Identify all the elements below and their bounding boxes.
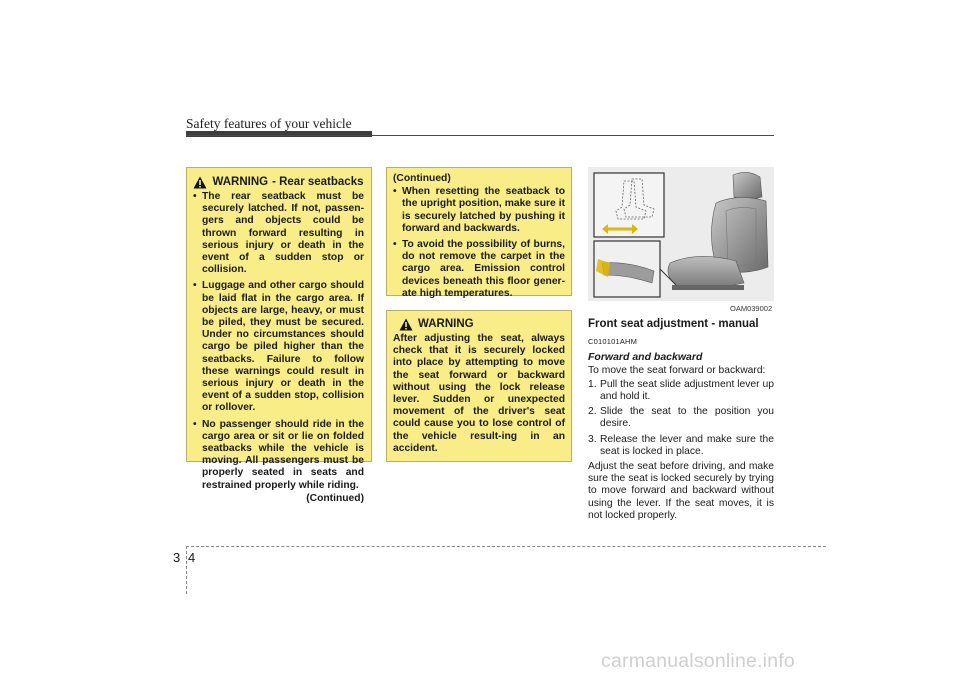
continued-label: (Continued) bbox=[306, 492, 364, 504]
section-code: C010101AHM bbox=[588, 337, 638, 347]
seat-illustration-svg bbox=[588, 167, 774, 301]
warning-box-continued bbox=[386, 167, 572, 299]
warning-triangle-icon bbox=[399, 318, 413, 331]
step-item bbox=[588, 406, 774, 430]
step-text: Release the lever and make sure the seat is locked in place. bbox=[600, 433, 774, 457]
section-title: Front seat adjustment - manual bbox=[588, 318, 759, 330]
step-list bbox=[588, 379, 774, 458]
seat-adjustment-illustration bbox=[588, 167, 774, 301]
warning-bullet: • To avoid the possibility of burns, do not remove the carpet in the cargo area. Emission control devices beneath this floor gener-ate high temperatures. bbox=[393, 239, 565, 300]
step-text: Slide the seat to the position you desire. bbox=[600, 406, 774, 430]
step-item bbox=[588, 434, 774, 458]
warning-bullet-list bbox=[393, 186, 565, 300]
warning-heading bbox=[193, 176, 364, 189]
warning-triangle-icon bbox=[193, 176, 207, 189]
warning-bullet: • When resetting the seatback to the upright position, make sure it is securely latched by pushing it forward and backwards. bbox=[393, 186, 565, 235]
warning-text: After adjusting the seat, always check that it is securely locked into place by attempting to move the seat forward or backward without using the lock release lever. Sudden or unexpected movement of the driver's seat could cause you to lose control of the vehicle result-ing in an accident. bbox=[393, 333, 565, 454]
warning-bullet: • Luggage and other cargo should be laid flat in the cargo area. If objects are large, heavy, or must be piled, they must be secured. Under no circumstances should cargo be piled higher than the seatbacks. Failure to follow these warnings could result in serious injury or death in the event of a sudden stop, collision or rollover. bbox=[193, 280, 364, 414]
page-header-title: Safety features of your vehicle bbox=[186, 116, 352, 131]
watermark-text: carmanualsonline.info bbox=[601, 650, 795, 672]
warning-bullet: • No passenger should ride in the cargo area or sit or lie on folded seatbacks while the vehicle is moving. All passengers must be properly seated in seats and restrained properly while riding. bbox=[193, 419, 364, 492]
page-number: 4 bbox=[188, 550, 196, 565]
warning-label: WARNING bbox=[212, 176, 269, 189]
warning-subtitle: - Rear seatbacks bbox=[272, 176, 364, 189]
footer-divider bbox=[186, 546, 187, 594]
warning-heading bbox=[393, 318, 565, 331]
header-rule bbox=[186, 135, 774, 136]
continued-label: (Continued) bbox=[393, 173, 451, 184]
warning-label: WARNING bbox=[418, 318, 474, 331]
warning-box-seat-lock bbox=[386, 310, 572, 462]
footer-rule bbox=[186, 546, 826, 547]
figure-code: OAM039002 bbox=[730, 304, 773, 313]
warning-bullet: • The rear seatback must be securely latched. If not, passen-gers and objects could be thrown forward resulting in serious injury or death in the event of a sudden stop or collision. bbox=[193, 191, 364, 276]
step-number: 1. bbox=[588, 378, 597, 390]
seat-adjustment-section bbox=[588, 318, 774, 522]
section-intro: To move the seat forward or backward: bbox=[588, 364, 766, 376]
step-item bbox=[588, 379, 774, 403]
step-number: 2. bbox=[588, 406, 597, 418]
step-number: 3. bbox=[588, 433, 597, 445]
warning-bullet-list bbox=[193, 191, 364, 492]
section-subtitle: Forward and backward bbox=[588, 351, 703, 364]
warning-box-rear-seatbacks bbox=[186, 167, 372, 504]
section-outro: Adjust the seat before driving, and make sure the seat is locked securely by trying to move forward and backward without using the lever. If the seat moves, it is not locked properly. bbox=[588, 461, 774, 521]
header-bar bbox=[186, 131, 372, 137]
chapter-number: 3 bbox=[173, 550, 181, 565]
step-text: Pull the seat slide adjustment lever up and hold it. bbox=[600, 378, 774, 403]
